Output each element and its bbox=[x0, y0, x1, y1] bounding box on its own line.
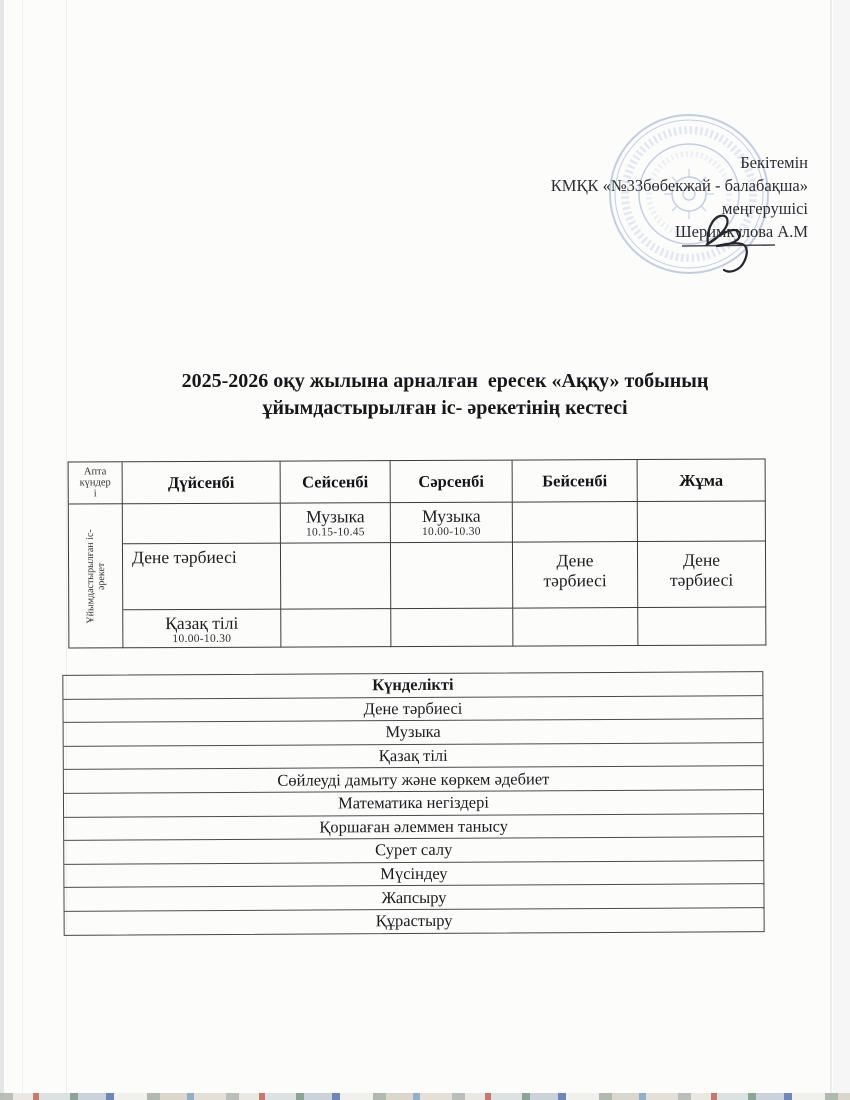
approver-name: Шеримкулова А.М bbox=[674, 222, 808, 241]
daily-activities-table bbox=[62, 671, 764, 935]
daily-activity-row: Сурет салу bbox=[64, 836, 763, 863]
daily-activity-row: Математика негіздері bbox=[64, 789, 763, 816]
scan-line bbox=[22, 0, 23, 1100]
corner-line: Апта bbox=[83, 466, 107, 478]
schedule-cell bbox=[391, 609, 513, 648]
schedule-cell bbox=[638, 541, 766, 608]
schedule-table bbox=[68, 458, 767, 648]
daily-activity-row: Құрастыру bbox=[65, 907, 764, 934]
scan-edge-left bbox=[0, 0, 4, 1100]
schedule-cell bbox=[391, 543, 513, 610]
approval-label: Бекітемін bbox=[740, 153, 808, 172]
document-title-line1: 2025-2026 оқу жылына арналған ересек «Аққу» тобының bbox=[181, 370, 709, 392]
organization-name: КМҚК «№33бөбекжай - балабақша» bbox=[550, 176, 808, 195]
schedule-cell bbox=[513, 542, 638, 609]
activity-name: Музыка bbox=[306, 506, 365, 527]
document-title bbox=[115, 368, 775, 422]
side-label-line: әрекет bbox=[95, 562, 107, 590]
schedule-cell bbox=[638, 607, 766, 646]
daily-activity-row: Қазақ тілі bbox=[64, 742, 763, 769]
schedule-cell bbox=[123, 544, 281, 611]
daily-activity-row: Музыка bbox=[64, 718, 763, 745]
scan-line bbox=[830, 0, 832, 1100]
side-label-line: Ұйымдастырылған іс- bbox=[84, 528, 96, 624]
organized-activity-label bbox=[84, 511, 107, 641]
schedule-cell bbox=[281, 609, 391, 647]
day-header-monday: Дүйсенбі bbox=[123, 462, 281, 505]
schedule-cell bbox=[638, 501, 766, 542]
daily-activity-row: Жапсыру bbox=[64, 884, 763, 911]
activity-time: 10.15-10.45 bbox=[305, 526, 365, 539]
row-group-label-cell bbox=[69, 504, 124, 648]
scan-noise-strip bbox=[0, 1093, 850, 1100]
schedule-cell bbox=[513, 608, 638, 647]
activity-time: 10.00-10.30 bbox=[421, 525, 481, 538]
schedule-cell bbox=[391, 503, 513, 544]
daily-activity-row: Сөйлеуді дамыту және көркем әдебиет bbox=[64, 766, 763, 793]
activity-name: Музыка bbox=[422, 505, 481, 526]
activity-time: 10.00-10.30 bbox=[172, 632, 232, 646]
activity-name: Дене тәрбиесі bbox=[669, 549, 734, 590]
activity-name: Қазақ тілі bbox=[165, 612, 239, 634]
schedule-cell bbox=[281, 543, 391, 609]
corner-line: күндер bbox=[79, 477, 111, 489]
scan-edge-right bbox=[833, 0, 850, 1100]
activity-name: Дене тәрбиесі bbox=[131, 546, 237, 568]
daily-activity-row: Мүсіндеу bbox=[64, 860, 763, 887]
corner-header-cell bbox=[69, 462, 123, 504]
day-header-friday: Жұма bbox=[638, 459, 766, 502]
day-header-wednesday: Сәрсенбі bbox=[391, 461, 513, 504]
approver-role: меңгерушісі bbox=[722, 199, 808, 218]
day-header-thursday: Бейсенбі bbox=[513, 460, 638, 503]
daily-activity-row: Қоршаған әлеммен танысу bbox=[64, 813, 763, 840]
daily-table-header: Күнделікті bbox=[372, 675, 454, 695]
schedule-cell bbox=[513, 502, 638, 543]
day-header-tuesday: Сейсенбі bbox=[281, 461, 391, 503]
corner-line: і bbox=[93, 488, 97, 500]
signature-icon bbox=[668, 208, 788, 280]
schedule-cell bbox=[123, 504, 281, 545]
activity-name: Дене тәрбиесі bbox=[543, 550, 607, 591]
document-title-line2: ұйымдастырылған іс- әрекетінің кестесі bbox=[262, 397, 628, 419]
daily-activity-row: Дене тәрбиесі bbox=[63, 695, 762, 722]
schedule-cell bbox=[123, 610, 281, 649]
schedule-cell bbox=[281, 503, 391, 543]
